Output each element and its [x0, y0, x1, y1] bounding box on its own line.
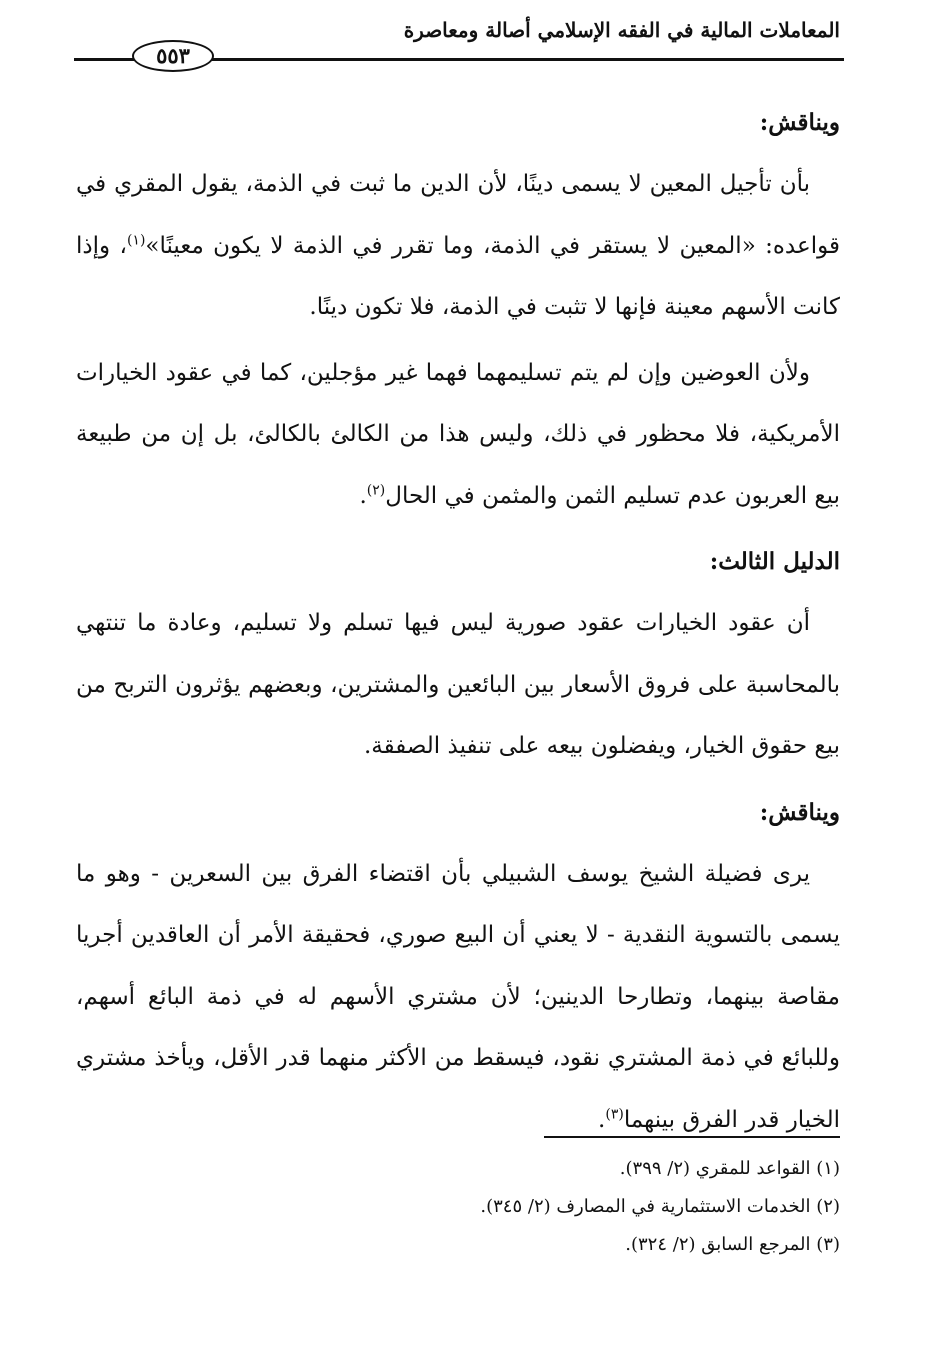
paragraph-1-tail: ، وإذا كانت الأسهم معينة فإنها لا تثبت في الذمة، فلا تكون دينًا.: [76, 232, 840, 320]
paragraph-4-tail: .: [598, 1106, 606, 1133]
page-number: ٥٥٣: [132, 40, 214, 72]
footnotes: [76, 1150, 840, 1264]
paragraph-1-text: بأن تأجيل المعين لا يسمى دينًا، لأن الدين ما ثبت في الذمة، يقول المقري في قواعده: «المعين لا يستقر في الذمة، وما تقرر في الذمة لا يكون معينًا»: [76, 171, 840, 259]
footnote-1: (١) القواعد للمقري (٢/ ٣٩٩).: [619, 1158, 840, 1179]
page-body: [76, 92, 840, 1155]
paragraph-4: [76, 844, 840, 1152]
paragraph-4-text: يرى فضيلة الشيخ يوسف الشبيلي بأن اقتضاء الفرق بين السعرين - وهو ما يسمى بالتسوية النقدية - لا يعني أن البيع صوري، فحقيقة الأمر أن العاقدين أجريا مقاصة بينهما، وتطارحا الدينين؛ لأن مشتري الأسهم له في ذمة البائع أسهم، وللبائع في ذمة المشتري نقود، فيسقط من الأكثر منهما قدر الأقل، ويأخذ مشتري الخيار قدر الفرق بينهما: [76, 860, 840, 1133]
section-heading-third-evidence: الدليل الثالث:: [709, 548, 840, 575]
section-heading-rebuttal-1: ويناقش:: [759, 109, 840, 136]
footnote-3: (٣) المرجع السابق (٢/ ٣٢٤).: [625, 1234, 840, 1255]
footnote-separator: [544, 1136, 840, 1138]
paragraph-1: [76, 154, 840, 339]
footnote-ref-1: (١): [126, 231, 146, 248]
footnote-ref-2: (٢): [366, 481, 386, 498]
paragraph-3: أن عقود الخيارات عقود صورية ليس فيها تسلم ولا تسليم، وعادة ما تنتهي بالمحاسبة على فروق الأسعار بين البائعين والمشترين، وبعضهم يؤثرون التربح من بيع حقوق الخيار، ويفضلون بيعه على تنفيذ الصفقة.: [76, 610, 840, 759]
footnote-ref-3: (٣): [605, 1105, 624, 1122]
footnote-2: (٢) الخدمات الاستثمارية في المصارف (٢/ ٣٤٥).: [480, 1196, 840, 1217]
paragraph-2: [76, 343, 840, 528]
section-heading-rebuttal-2: ويناقش:: [759, 798, 840, 826]
paragraph-2-text: ولأن العوضين وإن لم يتم تسليمهما فهما غير مؤجلين، كما في عقود الخيارات الأمريكية، فلا محظور في ذلك، وليس هذا من الكالئ بالكالئ، بل إن من طبيعة بيع العربون عدم تسليم الثمن والمثمن في الحال: [76, 359, 840, 509]
running-title: المعاملات المالية في الفقه الإسلامي أصالة ومعاصرة: [403, 18, 840, 42]
paragraph-2-tail: .: [359, 482, 367, 509]
